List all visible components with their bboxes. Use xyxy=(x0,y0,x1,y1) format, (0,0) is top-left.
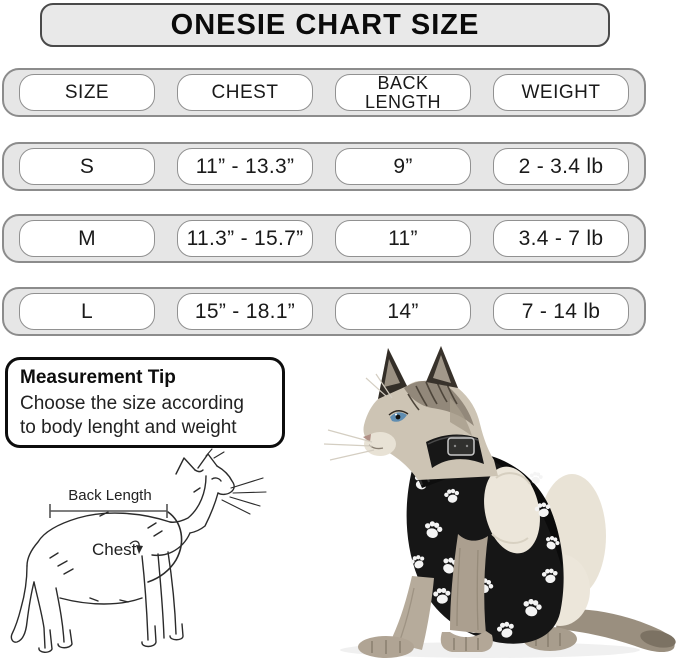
cell-s-size: S xyxy=(19,148,155,185)
column-header-chest: CHEST xyxy=(177,74,313,111)
table-row-m xyxy=(2,214,646,263)
chest-measure xyxy=(92,540,143,559)
header-cell-weight xyxy=(493,74,629,111)
header-cell-size xyxy=(19,74,155,111)
collar-buckle xyxy=(448,438,474,455)
cat-onesie-photo-illustration xyxy=(300,338,679,660)
cell-s-back-length: 9” xyxy=(335,148,471,185)
cell-s-weight: 2 - 3.4 lb xyxy=(493,148,629,185)
page-title xyxy=(40,3,610,47)
cell-l-size: L xyxy=(19,293,155,330)
header-cell-chest xyxy=(177,74,313,111)
cell-m-size: M xyxy=(19,220,155,257)
cell-m-chest: 11.3” - 15.7” xyxy=(177,220,313,257)
tip-line-2: to body lenght and weight xyxy=(20,417,237,439)
table-header-row xyxy=(2,68,646,117)
table-row-s xyxy=(2,142,646,191)
tip-heading: Measurement Tip xyxy=(20,367,176,388)
cell-m-weight: 3.4 - 7 lb xyxy=(493,220,629,257)
cell-l-chest: 15” - 18.1” xyxy=(177,293,313,330)
tip-line-1: Choose the size according xyxy=(20,393,244,414)
front-leg-forward xyxy=(358,576,434,658)
chest-label: Chest xyxy=(92,540,137,559)
column-header-size: SIZE xyxy=(19,74,155,111)
measurement-diagram xyxy=(0,448,300,660)
cell-s-chest: 11” - 13.3” xyxy=(177,148,313,185)
back-length-label: Back Length xyxy=(68,487,152,504)
column-header-weight: WEIGHT xyxy=(493,74,629,111)
product-photo xyxy=(300,338,679,660)
cat-sketch-illustration xyxy=(0,448,300,660)
page-title-text: ONESIE CHART SIZE xyxy=(170,8,480,41)
column-header-back-length: BACK LENGTH xyxy=(335,74,471,111)
measurement-tip-box xyxy=(5,357,285,448)
cell-m-back-length: 11” xyxy=(335,220,471,257)
cell-l-weight: 7 - 14 lb xyxy=(493,293,629,330)
table-row-l xyxy=(2,287,646,336)
cell-l-back-length: 14” xyxy=(335,293,471,330)
header-cell-back-length xyxy=(335,74,471,111)
